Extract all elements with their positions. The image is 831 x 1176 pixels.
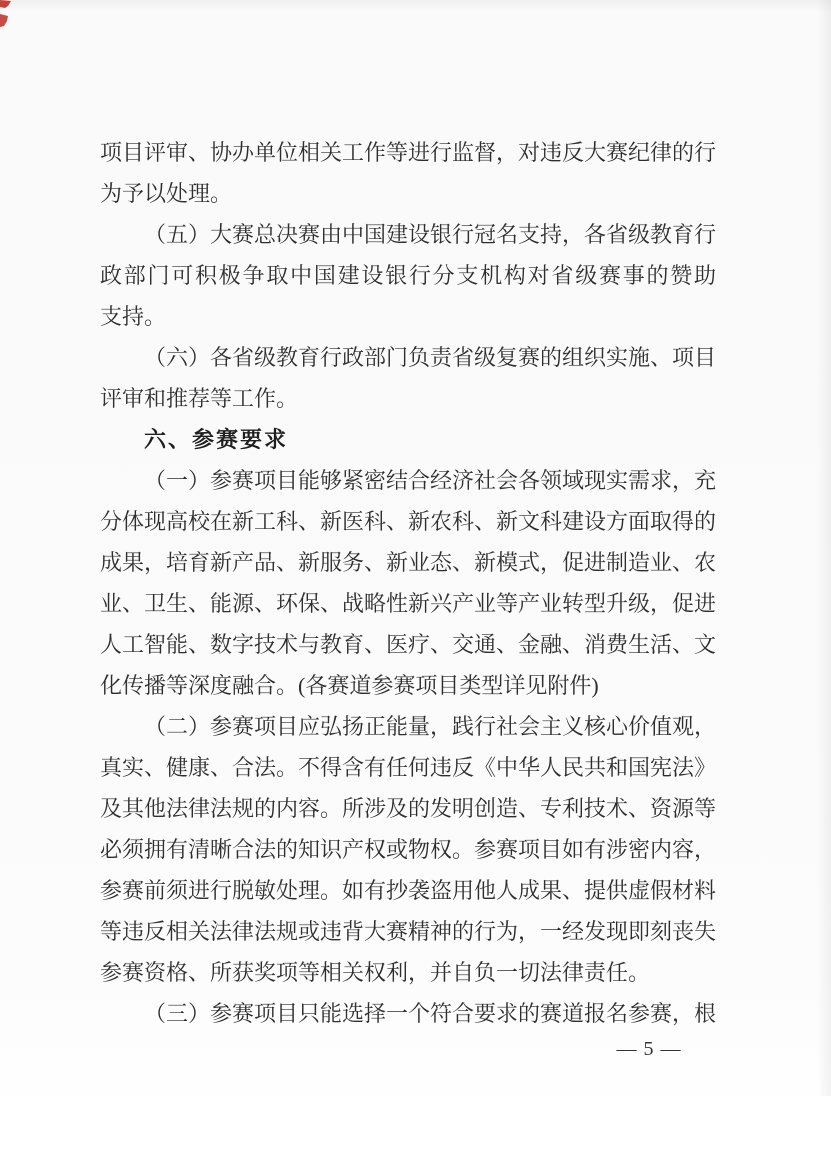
text-line: 评审和推荐等工作。: [100, 386, 299, 411]
text-line: 项目评审、协办单位相关工作等进行监督，对违反大赛纪律的行: [100, 140, 716, 165]
text-line: （三）参赛项目只能选择一个符合要求的赛道报名参赛，根: [144, 1001, 716, 1026]
text-line: 及其他法律法规的内容。所涉及的发明创造、专利技术、资源等: [100, 796, 716, 821]
text-line: 真实、健康、合法。不得含有任何违反《中华人民共和国宪法》: [100, 755, 716, 780]
red-mark-bottom: [0, 14, 8, 27]
text-line: （五）大赛总决赛由中国建设银行冠名支持，各省级教育行: [144, 222, 716, 247]
text-line: 业、卫生、能源、环保、战略性新兴产业等产业转型升级，促进: [100, 591, 716, 616]
page-number: — 5 —: [616, 1038, 682, 1060]
text-line: 人工智能、数字技术与教育、医疗、交通、金融、消费生活、文: [100, 632, 716, 657]
text-line: （一）参赛项目能够紧密结合经济社会各领域现实需求，充: [144, 468, 716, 493]
text-line: 化传播等深度融合。(各赛道参赛项目类型详见附件): [100, 673, 599, 698]
text-line: 政部门可积极争取中国建设银行分支机构对省级赛事的赞助: [100, 263, 716, 288]
text-line: 参赛前须进行脱敏处理。如有抄袭盗用他人成果、提供虚假材料: [100, 878, 716, 903]
text-line: （六）各省级教育行政部门负责省级复赛的组织实施、项目: [144, 345, 716, 370]
text-line: （二）参赛项目应弘扬正能量，践行社会主义核心价值观，: [144, 714, 716, 739]
text-line: 成果，培育新产品、新服务、新业态、新模式，促进制造业、农: [100, 550, 716, 575]
text-line: 必须拥有清晰合法的知识产权或物权。参赛项目如有涉密内容，: [100, 837, 716, 862]
text-block: [100, 132, 716, 1034]
text-line: 支持。: [100, 304, 167, 329]
text-line: 分体现高校在新工科、新医科、新农科、新文科建设方面取得的: [100, 509, 716, 534]
red-mark-top: [0, 0, 11, 8]
text-line: 参赛资格、所获奖项等相关权利，并自负一切法律责任。: [100, 960, 651, 985]
text-line: 等违反相关法律法规或违背大赛精神的行为，一经发现即刻丧失: [100, 919, 716, 944]
section-heading: 六、参赛要求: [144, 427, 289, 452]
text-line: 为予以处理。: [100, 181, 233, 206]
red-torn-edge-marks: [0, 0, 30, 40]
